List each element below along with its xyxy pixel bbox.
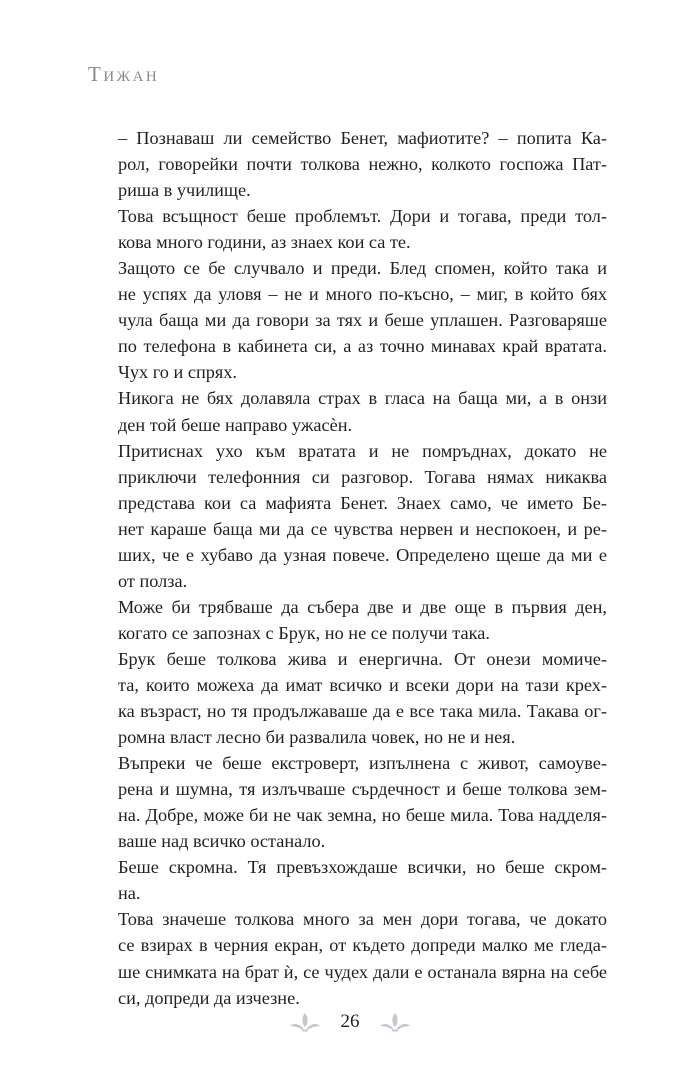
body-text <box>88 125 607 1011</box>
fleuron-right-icon <box>378 1011 412 1033</box>
text-line: ваше над всичко останало. <box>118 831 326 852</box>
text-line: Това всъщност беше проблемът. Дори и тогава, преди тол- <box>118 206 607 227</box>
text-line: представа кои са мафията Бенет. Знаех само, че името Бе- <box>118 492 607 513</box>
text-line: ше снимката на брат ѝ, се чудех дали е останала вярна на себе <box>118 961 607 982</box>
paragraph <box>88 438 607 594</box>
text-line: ка възраст, но тя продължаваше да е все така мила. Такава ог- <box>118 701 607 722</box>
page-number: 26 <box>340 1011 360 1032</box>
paragraph <box>88 385 607 437</box>
text-line: ден той беше направо ужасѐн. <box>118 414 353 435</box>
text-line: не успях да уловя – не и много по-късно, – миг, в който бях <box>118 284 607 305</box>
text-line: Беше скромна. Тя превъзхождаше всички, но беше скром- <box>118 857 607 878</box>
paragraph <box>88 125 607 203</box>
text-line: Въпреки че беше екстроверт, изпълнена с живот, самоуве- <box>118 753 607 774</box>
text-line: си, допреди да изчезне. <box>118 987 300 1008</box>
text-line: Защото се бе случвало и преди. Блед спомен, който така и <box>118 258 607 279</box>
paragraph <box>88 203 607 255</box>
paragraph <box>88 906 607 1010</box>
text-line: се взирах в черния екран, от където допреди малко ме гледа- <box>118 935 607 956</box>
fleuron-left-icon <box>288 1011 322 1033</box>
text-line: ших, че е хубаво да узная повече. Определено щеше да ми е <box>118 544 607 565</box>
text-line: Може би трябваше да събера две и две още в първия ден, <box>118 596 607 617</box>
paragraph <box>88 646 607 750</box>
running-title: Тижан <box>88 62 160 86</box>
text-line: чула баща ми да говори за тях и беше уплашен. Разговаряше <box>118 310 607 331</box>
page-footer <box>0 1007 700 1037</box>
text-line: Това значеше толкова много за мен дори тогава, че докато <box>118 909 607 930</box>
text-line: рол, говорейки почти толкова нежно, колкото госпожа Пат- <box>118 154 607 175</box>
paragraph <box>88 854 607 906</box>
text-line: нет караше баща ми да се чувства нервен и неспокоен, и ре- <box>118 518 607 539</box>
paragraph <box>88 594 607 646</box>
text-line: ромна власт лесно би развалила човек, но не и нея. <box>118 727 516 748</box>
text-line: на. <box>118 883 141 904</box>
text-line: по телефона в кабинета си, а аз точно минавах край вратата. <box>118 336 607 357</box>
text-line: Чух го и спрях. <box>118 362 237 383</box>
text-line: когато се запознах с Брук, но не се получи така. <box>118 622 490 643</box>
text-line: кова много години, аз знаех кои са те. <box>118 232 411 253</box>
text-line: на. Добре, може би не чак земна, но беше мила. Това надделя- <box>118 805 607 826</box>
text-line: приключи телефонния си разговор. Тогава нямах никаква <box>118 466 607 487</box>
text-line: Брук беше толкова жива и енергична. От онези момиче- <box>118 648 607 669</box>
paragraph <box>88 255 607 385</box>
text-line: та, които можеха да имат всичко и всеки дори на тази крех- <box>118 674 607 695</box>
text-line: риша в училище. <box>118 180 251 201</box>
text-line: рена и шумна, тя излъчваше сърдечност и беше толкова зем- <box>118 779 607 800</box>
text-line: Никога не бях долавяла страх в гласа на баща ми, а в онзи <box>118 388 607 409</box>
text-line: от полза. <box>118 570 188 591</box>
text-line: Притиснах ухо към вратата и не помръднах, докато не <box>118 440 607 461</box>
paragraph <box>88 750 607 854</box>
text-line: – Познаваш ли семейство Бенет, мафиотите? – попита Ка- <box>118 128 607 148</box>
